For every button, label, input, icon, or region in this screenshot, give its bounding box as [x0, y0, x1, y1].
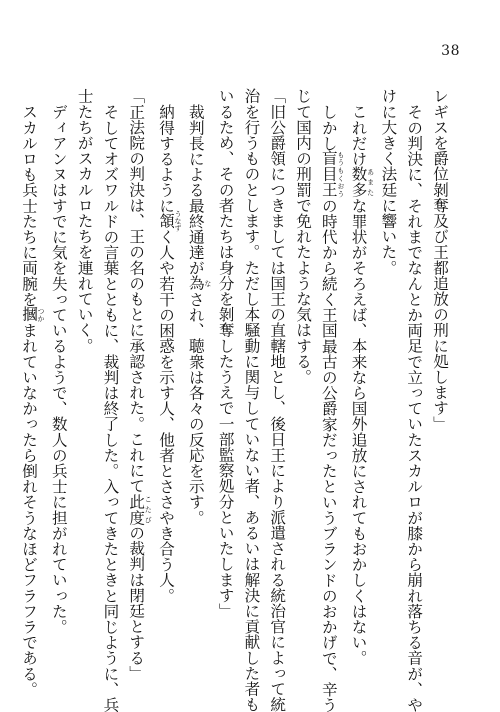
- text-line: 納得するように頷 うなずく人や若干の困惑を示す人、他者とささやき合う人。: [157, 103, 183, 603]
- text-line: その判決に、それまでなんとか両足で立っていたスカルロが膝から崩れ落ちる音が、や: [405, 103, 424, 712]
- text-line: しかし盲目王 もうもくおうの時代から続く王国最古の公爵家だったというブランドのおかげで、辛う: [319, 103, 345, 712]
- text-line: 「正法院の判決は、王の名のもとに承認された。これにて此度 こたびの裁判は閉廷とする」: [127, 88, 153, 681]
- text-line: ディアンヌはすでに気を失っているようで、数人の兵士に担がれていった。: [49, 103, 68, 634]
- ruby-reading: うなず: [174, 210, 183, 232]
- ruby-annotation: 数多 あまた: [349, 166, 375, 198]
- text-line: 裁判長による最終通達が為 なされ、聴衆は各々の反応を示す。: [186, 103, 212, 525]
- ruby-reading: つか: [37, 306, 46, 322]
- ruby-reading: あまた: [366, 166, 375, 198]
- page-number: 38: [441, 43, 460, 59]
- text-line: スカルロも兵士たちに両腕を摑 つかまれていなかったら倒れそうなほどフラフラである。: [20, 103, 46, 697]
- ruby-reading: な: [203, 275, 212, 291]
- ruby-reading: こたび: [144, 493, 153, 525]
- novel-body-text: [15, 88, 452, 712]
- text-line: これだけ数多 あまたな罪状がそろえば、本来なら国外追放にされてもおかしくはない。: [349, 103, 375, 666]
- text-line: レギスを爵位剝奪及び王都追放の刑に処します」: [431, 88, 449, 432]
- text-line: 「旧公爵領につきましては国王の直轄地とし、後日王により派遣される統治官によって統: [268, 88, 287, 712]
- ruby-annotation: 摑 つか: [20, 306, 46, 323]
- text-line: 士たちがスカルロたちを連れていく。: [75, 88, 94, 354]
- text-line: いるため、その者たちは身分を剝奪したうえで一部監察処分といたします」: [216, 88, 235, 619]
- text-line: そしてオズワルドの言葉とともに、裁判は終了した。入ってきたときと同じように、兵: [101, 103, 120, 712]
- ruby-annotation: 頷 うなず: [157, 210, 183, 232]
- text-line: 治を行うものとします。ただし本騒動に関与していない者、あるいは解決に貢献した者も: [242, 88, 261, 712]
- ruby-annotation: 為 な: [186, 275, 212, 291]
- text-line: けに大きく法廷に響いた。: [379, 88, 398, 276]
- ruby-reading: もうもくおう: [336, 150, 345, 198]
- ruby-annotation: 此度 こたび: [127, 493, 153, 525]
- text-line: じて国内の刑罰で免れたような気はする。: [294, 88, 313, 385]
- ruby-annotation: 盲目王 もうもくおう: [319, 150, 345, 198]
